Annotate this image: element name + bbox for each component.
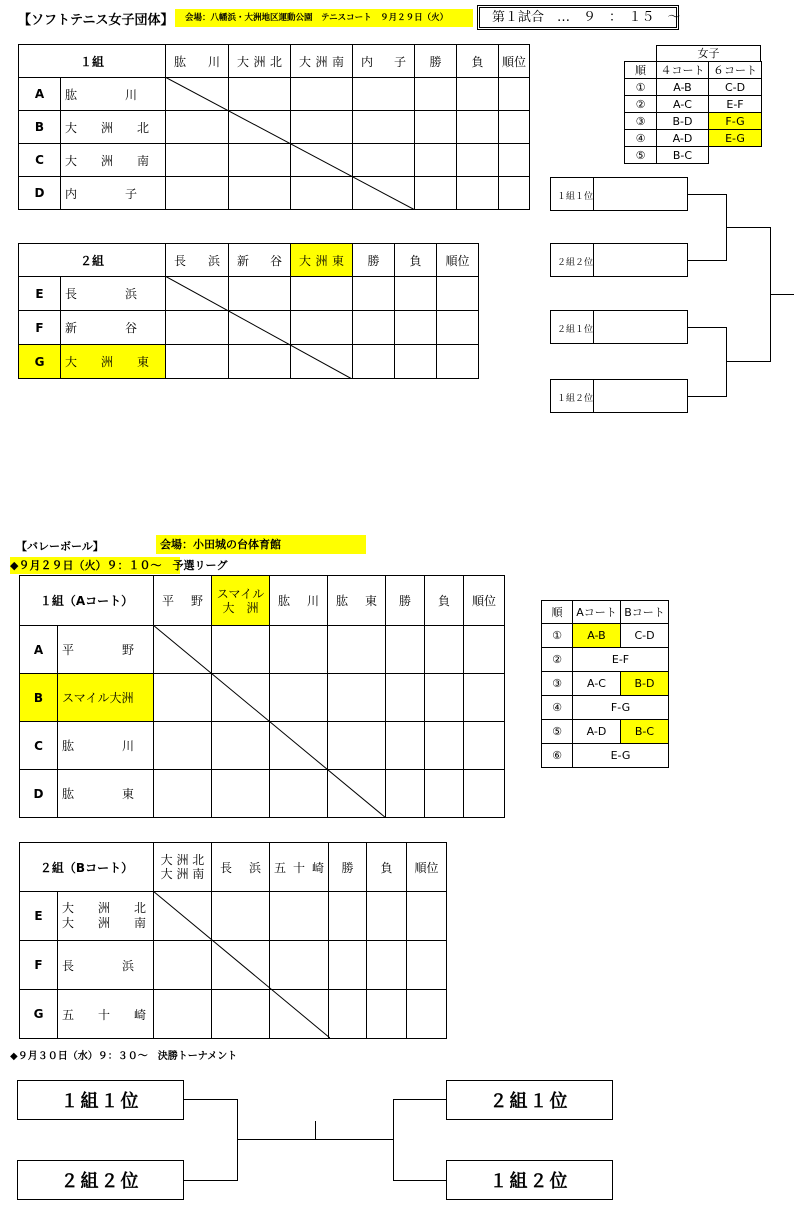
col-header: 大 洲 南 (299, 54, 344, 69)
bracket-slot: １組２位 (446, 1160, 613, 1200)
final-date: ◆９月３０日（水）９：３０～ 決勝トーナメント (10, 1051, 238, 1062)
order-num: ⑥ (542, 744, 573, 768)
match: C-D (709, 79, 762, 96)
row-id: E (19, 277, 61, 311)
row-name: 大 洲 南 (62, 916, 147, 930)
match: B-D (621, 672, 669, 696)
loss-header: 負 (425, 576, 464, 626)
row-name: 平 野 (58, 626, 154, 674)
loss-header: 負 (367, 843, 407, 892)
row-name: 大 洲 東 (61, 345, 166, 379)
col-header: 肱 川 (174, 54, 221, 69)
bracket-slot: ２組２位 (550, 243, 688, 277)
order-num: ④ (542, 696, 573, 720)
match: C-D (621, 624, 669, 648)
row-name: 大 洲 北 (62, 901, 147, 915)
match: E-F (709, 96, 762, 113)
row-id: G (19, 345, 61, 379)
group-label: １組 (19, 45, 166, 78)
col-header: 大 洲 北 (237, 54, 282, 69)
order-num: ③ (542, 672, 573, 696)
match (709, 147, 762, 164)
bracket-slot: ２組２位 (17, 1160, 184, 1200)
col-header: 平 野 (162, 594, 204, 608)
col-header: 内 子 (361, 54, 407, 69)
match: F-G (573, 696, 669, 720)
volley-date: ◆９月２９日（火）９：１０～ 予選リーグ (10, 559, 228, 572)
col-header: 大 洲 東 (299, 253, 344, 268)
order-header: 順 (625, 62, 657, 79)
bracket-slot: ２組１位 (446, 1080, 613, 1120)
order-num: ⑤ (625, 147, 657, 164)
row-id: B (20, 674, 58, 722)
col-header: 肱 川 (278, 594, 320, 608)
diagonal-line (153, 625, 386, 818)
bracket-slot: ２組１位 (550, 310, 688, 344)
row-id: B (19, 111, 61, 144)
diagonal-line (153, 891, 330, 1038)
match: B-D (657, 113, 709, 130)
row-name: 長 浜 (61, 277, 166, 311)
match: A-B (573, 624, 621, 648)
col-header: 長 浜 (220, 860, 261, 875)
order-num: ① (625, 79, 657, 96)
row-id: C (19, 144, 61, 177)
match: A-D (657, 130, 709, 147)
loss-header: 負 (395, 244, 437, 277)
col-header: スマイル (216, 586, 265, 601)
row-name: 肱 川 (58, 722, 154, 770)
match: A-D (573, 720, 621, 744)
match: A-B (657, 79, 709, 96)
row-name: 五 十 崎 (58, 990, 154, 1039)
order-header: ４コート (657, 62, 709, 79)
row-id: F (20, 941, 58, 990)
row-name: 肱 東 (58, 770, 154, 818)
row-name: 大 洲 北 (61, 111, 166, 144)
row-name: 内 子 (61, 177, 166, 210)
order-num: ① (542, 624, 573, 648)
row-id: A (20, 626, 58, 674)
match: B-C (657, 147, 709, 164)
order-header: 順 (542, 601, 573, 624)
row-name: スマイル大洲 (58, 674, 154, 722)
order-num: ② (542, 648, 573, 672)
order-header: Bコート (621, 601, 669, 624)
col-header: 肱 東 (336, 594, 378, 608)
diagonal-line (165, 276, 352, 379)
tennis-venue: 会場：八幡浜・大洲地区運動公園 テニスコート ９月２９日（火） (175, 9, 473, 27)
bracket-slot: １組１位 (17, 1080, 184, 1120)
col-header: 新 谷 (237, 253, 283, 268)
row-id: C (20, 722, 58, 770)
match: E-G (573, 744, 669, 768)
volley-order-table (541, 600, 669, 768)
match: A-C (573, 672, 621, 696)
order-num: ④ (625, 130, 657, 147)
rank-header: 順位 (407, 843, 447, 892)
rank-header: 順位 (464, 576, 505, 626)
row-id: E (20, 892, 58, 941)
group-label: １組（Aコート） (20, 576, 154, 626)
row-id: F (19, 311, 61, 345)
order-num: ③ (625, 113, 657, 130)
row-name: 肱 川 (61, 78, 166, 111)
row-name: 新 谷 (61, 311, 166, 345)
match: E-G (709, 130, 762, 147)
col-header: 大 洲 南 (160, 867, 205, 881)
tennis-title: 【ソフトテニス女子団体】 (18, 13, 174, 28)
bracket-slot: １組２位 (550, 379, 688, 413)
group-label: ２組（Bコート） (20, 843, 154, 892)
order-num: ⑤ (542, 720, 573, 744)
match: B-C (621, 720, 669, 744)
win-header: 勝 (329, 843, 367, 892)
match: E-F (573, 648, 669, 672)
diagonal-line (165, 77, 415, 210)
order-header: Aコート (573, 601, 621, 624)
rank-header: 順位 (499, 45, 530, 78)
col-header: 大 洲 (222, 600, 259, 615)
win-header: 勝 (386, 576, 425, 626)
col-header: 長 浜 (174, 253, 221, 268)
tennis-order-table (624, 61, 762, 164)
match: A-C (657, 96, 709, 113)
group-label: ２組 (19, 244, 166, 277)
volley-title: 【バレーボール】 (16, 540, 104, 553)
row-id: D (19, 177, 61, 210)
tennis-time: 第１試合 … ９ ： １５ ～ (479, 7, 677, 28)
order-title: 女子 (656, 45, 761, 62)
loss-header: 負 (457, 45, 499, 78)
row-id: G (20, 990, 58, 1039)
order-header: ６コート (709, 62, 762, 79)
col-header: 大 洲 北 (160, 853, 205, 867)
win-header: 勝 (353, 244, 395, 277)
col-header: 五 十 崎 (274, 860, 324, 875)
row-id: A (19, 78, 61, 111)
order-num: ② (625, 96, 657, 113)
win-header: 勝 (415, 45, 457, 78)
rank-header: 順位 (437, 244, 479, 277)
bracket-slot: １組１位 (550, 177, 688, 211)
row-name: 大 洲 南 (61, 144, 166, 177)
volley-venue: 会場：小田城の台体育館 (156, 535, 366, 554)
match: F-G (709, 113, 762, 130)
row-id: D (20, 770, 58, 818)
row-name: 長 浜 (58, 941, 154, 990)
